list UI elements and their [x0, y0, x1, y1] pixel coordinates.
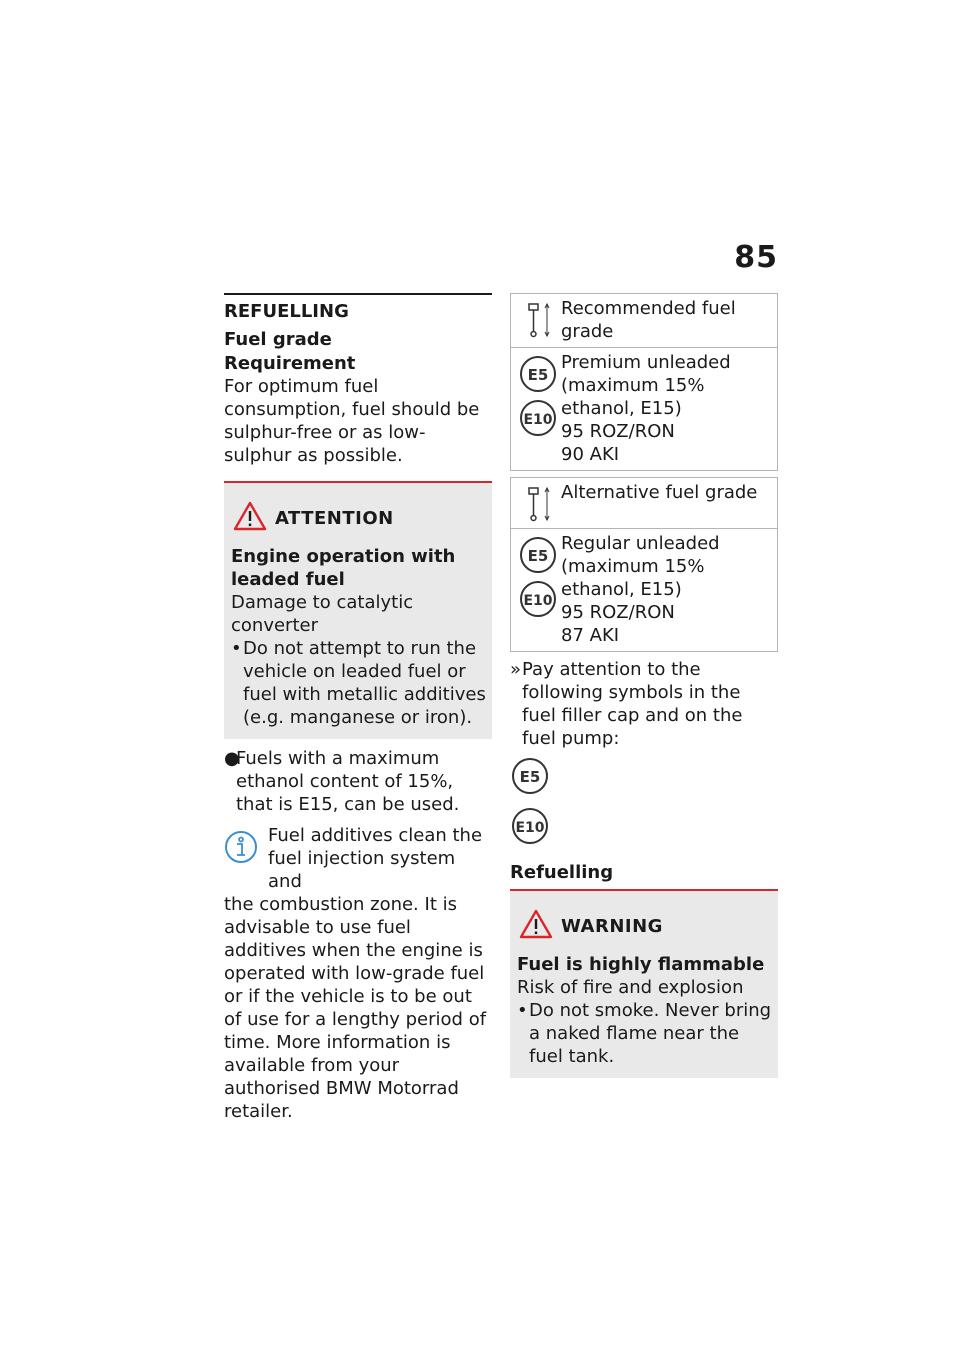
warning-triangle-icon — [519, 909, 553, 943]
warning-label: WARNING — [561, 915, 663, 937]
fuels-bullet: ● Fuels with a maximum ethanol content of 15%, that is E15, can be used. — [224, 748, 460, 815]
bullet-dot-icon: ● — [224, 748, 240, 769]
info-icon — [224, 824, 268, 893]
e5-icon: E5 — [527, 366, 549, 384]
attention-callout — [224, 481, 492, 739]
fuel-pump-icon — [511, 478, 562, 529]
e5-e10-icons — [511, 348, 562, 471]
warning-bullet: • Do not smoke. Never bring a naked flame near the fuel tank. — [517, 1000, 772, 1067]
refuelling-title: Refuelling — [510, 862, 614, 883]
e5-icon: E5 — [527, 547, 549, 565]
symbol-e10-label: E10 — [515, 820, 545, 836]
symbol-e5-label: E5 — [519, 768, 541, 786]
symbol-e10 — [510, 806, 778, 850]
e10-icon: E10 — [523, 593, 553, 609]
action-arrow-icon: » — [510, 659, 522, 680]
attention-subtitle: Damage to catalytic converter — [231, 592, 414, 636]
recommended-line1: Premium unleaded (maximum 15% ethanol, E15) — [561, 352, 731, 419]
page-number: 85 — [734, 240, 778, 275]
fuel-pump-icon — [511, 294, 562, 348]
warning-triangle-icon — [233, 501, 267, 535]
subheading-fuel-grade: Fuel grade — [224, 329, 332, 350]
action-step: » Pay attention to the following symbols in the fuel filler cap and on the fuel pump: — [510, 659, 743, 749]
attention-bullet: • Do not attempt to run the vehicle on leaded fuel or fuel with metallic additives (e.g. manganese or iron). — [231, 638, 486, 728]
warning-callout — [510, 889, 778, 1078]
warning-subtitle: Risk of fire and explosion — [517, 977, 744, 998]
info-note — [224, 824, 492, 893]
alternative-line1: Regular unleaded (maximum 15% ethanol, E15) — [561, 533, 720, 600]
right-column — [510, 293, 778, 1078]
alternative-line2: 95 ROZ/RON — [561, 602, 675, 623]
attention-title: Engine operation with leaded fuel — [231, 546, 456, 590]
alternative-header: Alternative fuel grade — [561, 478, 778, 529]
recommended-header: Recommended fuel grade — [561, 294, 778, 348]
info-text-rest: the combustion zone. It is advisable to use fuel additives when the engine is operated with low-grade fuel or if the vehicle is to be out of use for a lengthy period of time. More information is available from your authorised BMW Motorrad retailer. — [224, 894, 487, 1122]
section-rule — [224, 293, 492, 325]
e10-icon: E10 — [523, 412, 553, 428]
symbol-e5 — [510, 756, 778, 800]
attention-label: ATTENTION — [275, 507, 394, 529]
alternative-line3: 87 AKI — [561, 625, 620, 646]
info-text-first: Fuel additives clean the fuel injection system and — [268, 825, 483, 892]
requirement-title: Requirement — [224, 353, 356, 374]
alternative-fuel-table — [510, 477, 778, 652]
left-column — [224, 293, 492, 1123]
warning-title: Fuel is highly flammable — [517, 954, 765, 975]
recommended-fuel-table — [510, 293, 778, 471]
recommended-line2: 95 ROZ/RON — [561, 421, 675, 442]
recommended-line3: 90 AKI — [561, 444, 620, 465]
e5-e10-icons — [511, 529, 562, 652]
requirement-text: For optimum fuel consumption, fuel should be sulphur-free or as low-sulphur as possible. — [224, 376, 480, 466]
section-heading: REFUELLING — [224, 301, 349, 322]
